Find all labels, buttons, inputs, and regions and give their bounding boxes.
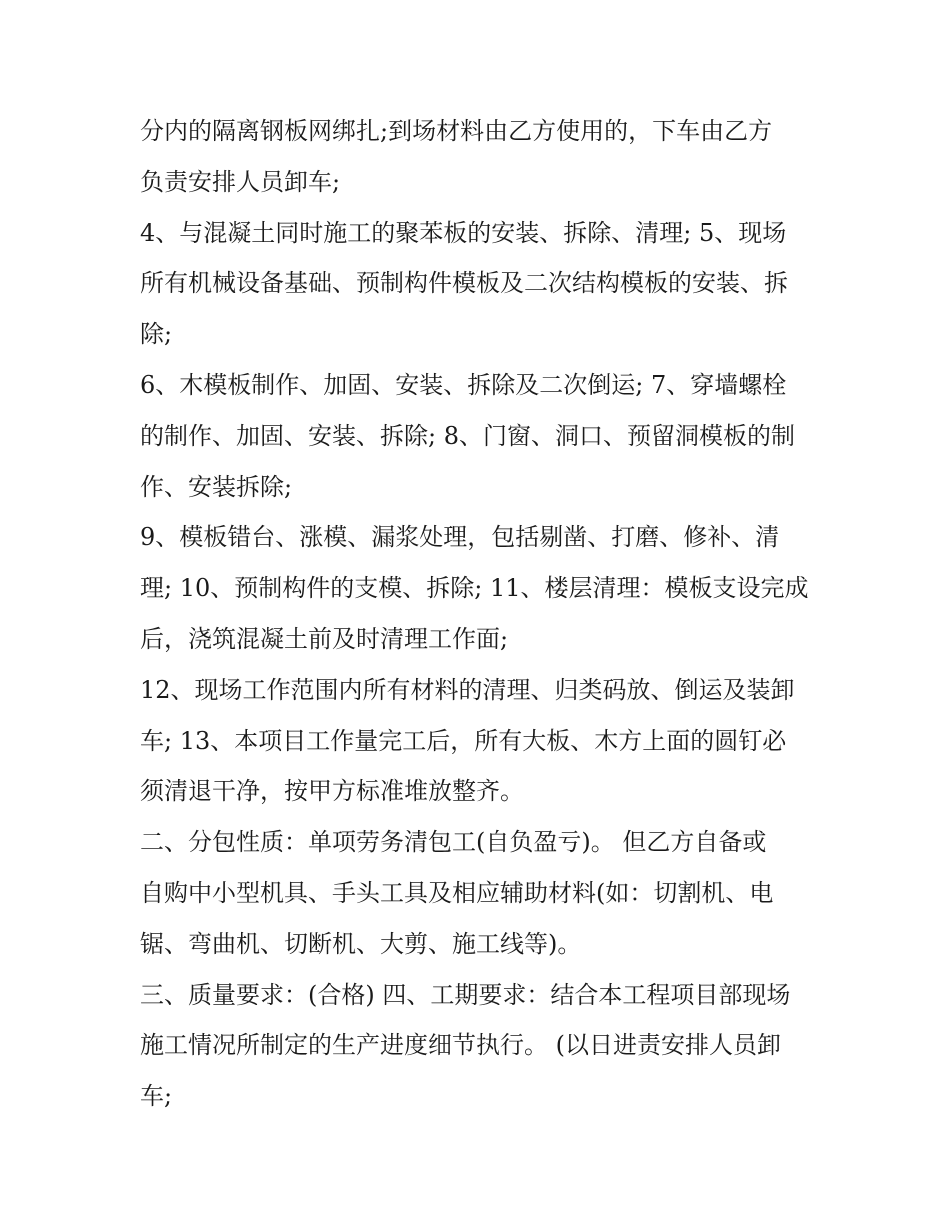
text-line: 自购中小型机具、手头工具及相应辅助材料(如：切割机、电	[140, 878, 774, 907]
text-line: 三、质量要求：(合格) 四、工期要求：结合本工程项目部现场	[140, 980, 791, 1009]
text-line: 后，浇筑混凝土前及时清理工作面;	[140, 624, 509, 653]
text-line: 所有机械设备基础、预制构件模板及二次结构模板的安装、拆	[140, 269, 788, 298]
text-line: 车;	[140, 1082, 173, 1111]
text-line: 4、与混凝土同时施工的聚苯板的安装、拆除、清理; 5、现场	[140, 218, 787, 247]
text-line: 12、现场工作范围内所有材料的清理、归类码放、倒运及装卸	[140, 675, 795, 704]
text-line: 锯、弯曲机、切断机、大剪、施工线等)。	[140, 929, 582, 958]
text-line: 须清退干净，按甲方标准堆放整齐。	[140, 777, 524, 806]
text-line: 的制作、加固、安装、拆除; 8、门窗、洞口、预留洞模板的制	[140, 421, 795, 450]
text-line: 作、安装拆除;	[140, 472, 293, 501]
text-line: 除;	[140, 320, 173, 349]
text-line: 负责安排人员卸车;	[140, 167, 341, 196]
text-line: 车; 13、本项目工作量完工后，所有大板、木方上面的圆钉必	[140, 726, 787, 755]
text-line: 二、分包性质：单项劳务清包工(自负盈亏)。 但乙方自备或	[140, 828, 767, 857]
text-line: 6、木模板制作、加固、安装、拆除及二次倒运; 7、穿墙螺栓	[140, 370, 787, 399]
text-line: 理; 10、预制构件的支模、拆除; 11、楼层清理：模板支设完成	[140, 574, 809, 603]
document-body	[140, 106, 820, 1122]
text-line: 分内的隔离钢板网绑扎;到场材料由乙方使用的，下车由乙方	[140, 117, 773, 145]
text-line: 9、模板错台、涨模、漏浆处理，包括剔凿、打磨、修补、清	[140, 523, 780, 552]
text-line: 施工情况所制定的生产进度细节执行。 (以日进责安排人员卸	[140, 1031, 781, 1060]
